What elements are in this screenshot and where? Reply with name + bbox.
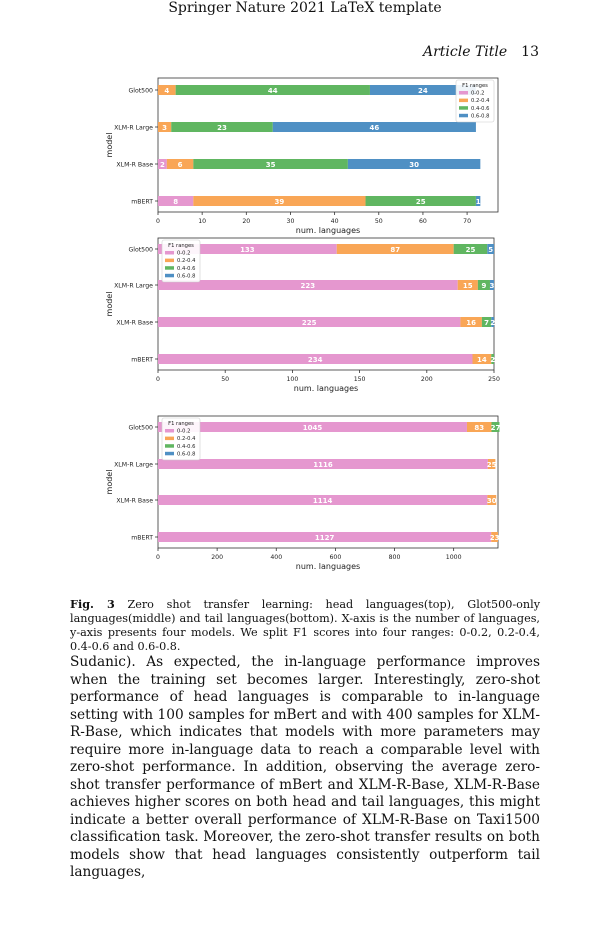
x-tick-label: 20	[242, 218, 251, 225]
axes-frame	[158, 416, 498, 548]
legend-entry: 0.6-0.8	[177, 273, 196, 280]
legend-entry: 0.2-0.4	[177, 436, 196, 443]
legend-entry: 0.4-0.6	[177, 265, 196, 272]
x-tick-label: 600	[329, 554, 342, 561]
bar-value-label: 3	[489, 281, 495, 290]
bar-value-label: 83	[474, 423, 485, 432]
x-tick-label: 200	[211, 554, 224, 561]
y-tick-label: XLM-R Large	[114, 124, 153, 132]
bar-value-label: 25	[465, 245, 476, 254]
bar-value-label: 2	[490, 318, 496, 327]
caption-label: Fig. 3	[70, 597, 115, 611]
bar-value-label: 1114	[312, 496, 333, 505]
bar-value-label: 27	[490, 423, 501, 432]
legend-swatch	[459, 106, 468, 110]
bar-value-label: 25	[415, 197, 426, 206]
bar-value-label: 30	[409, 160, 419, 169]
x-tick-label: 40	[330, 218, 339, 225]
x-tick-label: 0	[156, 218, 160, 225]
legend-swatch	[165, 429, 174, 433]
caption-text: Zero shot transfer learning: head languages(top), Glot500-only languages(middle) and tail languages(bottom). X-axis is the number of languages, y-axis presents four models. We split F1 scores into four ranges: 0-0.2, 0.2-0.4, 0.4-0.6 and 0.6-0.8.	[70, 598, 541, 653]
legend-swatch	[165, 259, 174, 263]
bar-value-label: 4	[164, 86, 170, 95]
legend-swatch	[459, 99, 468, 103]
bar-value-label: 46	[369, 123, 380, 132]
x-tick-label: 1000	[445, 554, 462, 561]
y-tick-label: mBERT	[131, 356, 153, 364]
bar-value-label: 35	[265, 160, 276, 169]
x-tick-label: 200	[420, 376, 433, 383]
y-axis-label: model	[105, 469, 114, 495]
y-tick-label: XLM-R Large	[114, 282, 153, 290]
legend-entry: 0.2-0.4	[177, 258, 196, 265]
x-tick-label: 70	[463, 218, 472, 225]
x-tick-label: 100	[286, 376, 299, 383]
legend-swatch	[459, 91, 468, 95]
x-tick-label: 30	[286, 218, 295, 225]
running-head: Springer Nature 2021 LaTeX template	[168, 0, 442, 16]
bar-value-label: 87	[390, 245, 401, 254]
bar-value-label: 25	[486, 460, 497, 469]
bar-value-label: 14	[477, 355, 487, 364]
bar-value-label: 9	[481, 281, 487, 290]
bar-value-label: 7	[484, 318, 490, 327]
bar-value-label: 1	[475, 197, 481, 206]
legend-entry: 0.4-0.6	[471, 105, 490, 112]
x-tick-label: 0	[156, 376, 160, 383]
bar-value-label: 6	[177, 160, 183, 169]
bar-value-label: 2	[159, 160, 165, 169]
x-axis-label: num. languages	[295, 226, 361, 235]
legend-entry: 0-0.2	[471, 90, 485, 97]
legend-title: F1 ranges	[168, 421, 194, 427]
y-tick-label: Glot500	[128, 87, 153, 95]
bar-value-label: 1045	[302, 423, 323, 432]
x-tick-label: 60	[418, 218, 427, 225]
x-tick-label: 250	[488, 376, 500, 383]
legend-entry: 0.6-0.8	[471, 113, 490, 120]
legend-entry: 0-0.2	[177, 250, 191, 257]
bar-value-label: 16	[466, 318, 477, 327]
y-axis-label: model	[105, 291, 114, 317]
article-header	[423, 44, 539, 60]
bar-value-label: 23	[217, 123, 227, 132]
legend-entry: 0.2-0.4	[471, 98, 490, 105]
y-tick-label: XLM-R Base	[116, 497, 153, 505]
legend-swatch	[165, 437, 174, 441]
bar-value-label: 30	[486, 496, 497, 505]
legend-swatch	[165, 251, 174, 255]
legend-swatch	[459, 114, 468, 118]
y-tick-label: mBERT	[131, 198, 153, 206]
legend-title: F1 ranges	[462, 83, 488, 89]
y-tick-label: Glot500	[128, 424, 153, 432]
figure-caption	[70, 597, 540, 654]
bar-value-label: 3	[162, 123, 168, 132]
x-axis-label: num. languages	[295, 562, 361, 571]
bar-value-label: 5	[488, 245, 494, 254]
bar-value-label: 39	[274, 197, 285, 206]
bar-value-label: 225	[301, 318, 317, 327]
body-paragraph: Sudanic). As expected, the in-language performance improves when the training set becomes larger. Interestingly, zero-shot performance of head languages is comparable to in-language setting with 100 samples for mBert and with 400 samples for XLM-R-Base, which indicates that models with more parameters may require more in-language data to reach a comparable level with zero-shot performance. In addition, observing the average zero-shot transfer performance of mBert and XLM-R-Base, XLM-R-Base achieves higher scores on both head and tail languages, this might indicate a better overall performance of XLM-R-Base on Taxi1500 classification task. Moreover, the zero-shot transfer results on both models show that head languages consistently outperform tail languages,	[70, 654, 540, 880]
chart-glot500-only-languages	[100, 236, 510, 396]
x-tick-label: 10	[198, 218, 207, 225]
axes-frame	[158, 238, 494, 370]
bar-value-label: 8	[173, 197, 179, 206]
legend-swatch	[165, 266, 174, 270]
bar-value-label: 44	[267, 86, 278, 95]
legend-entry: 0-0.2	[177, 428, 191, 435]
y-axis-label: model	[105, 132, 114, 158]
legend-swatch	[165, 444, 174, 448]
bar-value-label: 1127	[314, 533, 335, 542]
bar-value-label: 2	[490, 355, 496, 364]
x-tick-label: 150	[353, 376, 366, 383]
page-number: 13	[521, 44, 539, 60]
y-tick-label: Glot500	[128, 246, 153, 254]
bar-value-label: 1116	[313, 460, 333, 469]
axes-frame	[158, 78, 498, 212]
bar-value-label: 234	[307, 355, 323, 364]
chart-tail-languages	[100, 414, 510, 574]
bar-value-label: 24	[418, 86, 428, 95]
legend-entry: 0.6-0.8	[177, 451, 196, 458]
bar-value-label: 133	[240, 245, 255, 254]
legend-entry: 0.4-0.6	[177, 443, 196, 450]
y-tick-label: XLM-R Base	[116, 319, 153, 327]
x-axis-label: num. languages	[293, 384, 359, 393]
legend-swatch	[165, 452, 174, 456]
x-tick-label: 50	[374, 218, 383, 225]
bar-value-label: 15	[462, 281, 473, 290]
x-tick-label: 50	[221, 376, 230, 383]
y-tick-label: XLM-R Base	[116, 161, 153, 169]
legend-swatch	[165, 274, 174, 278]
y-tick-label: mBERT	[131, 534, 153, 542]
x-tick-label: 800	[388, 554, 401, 561]
article-title: Article Title	[423, 44, 508, 60]
y-tick-label: XLM-R Large	[114, 461, 153, 469]
chart-head-languages	[100, 72, 510, 238]
x-tick-label: 400	[270, 554, 283, 561]
bar-value-label: 223	[300, 281, 316, 290]
x-tick-label: 0	[156, 554, 160, 561]
bar-value-label: 23	[489, 533, 500, 542]
legend-title: F1 ranges	[168, 243, 194, 249]
